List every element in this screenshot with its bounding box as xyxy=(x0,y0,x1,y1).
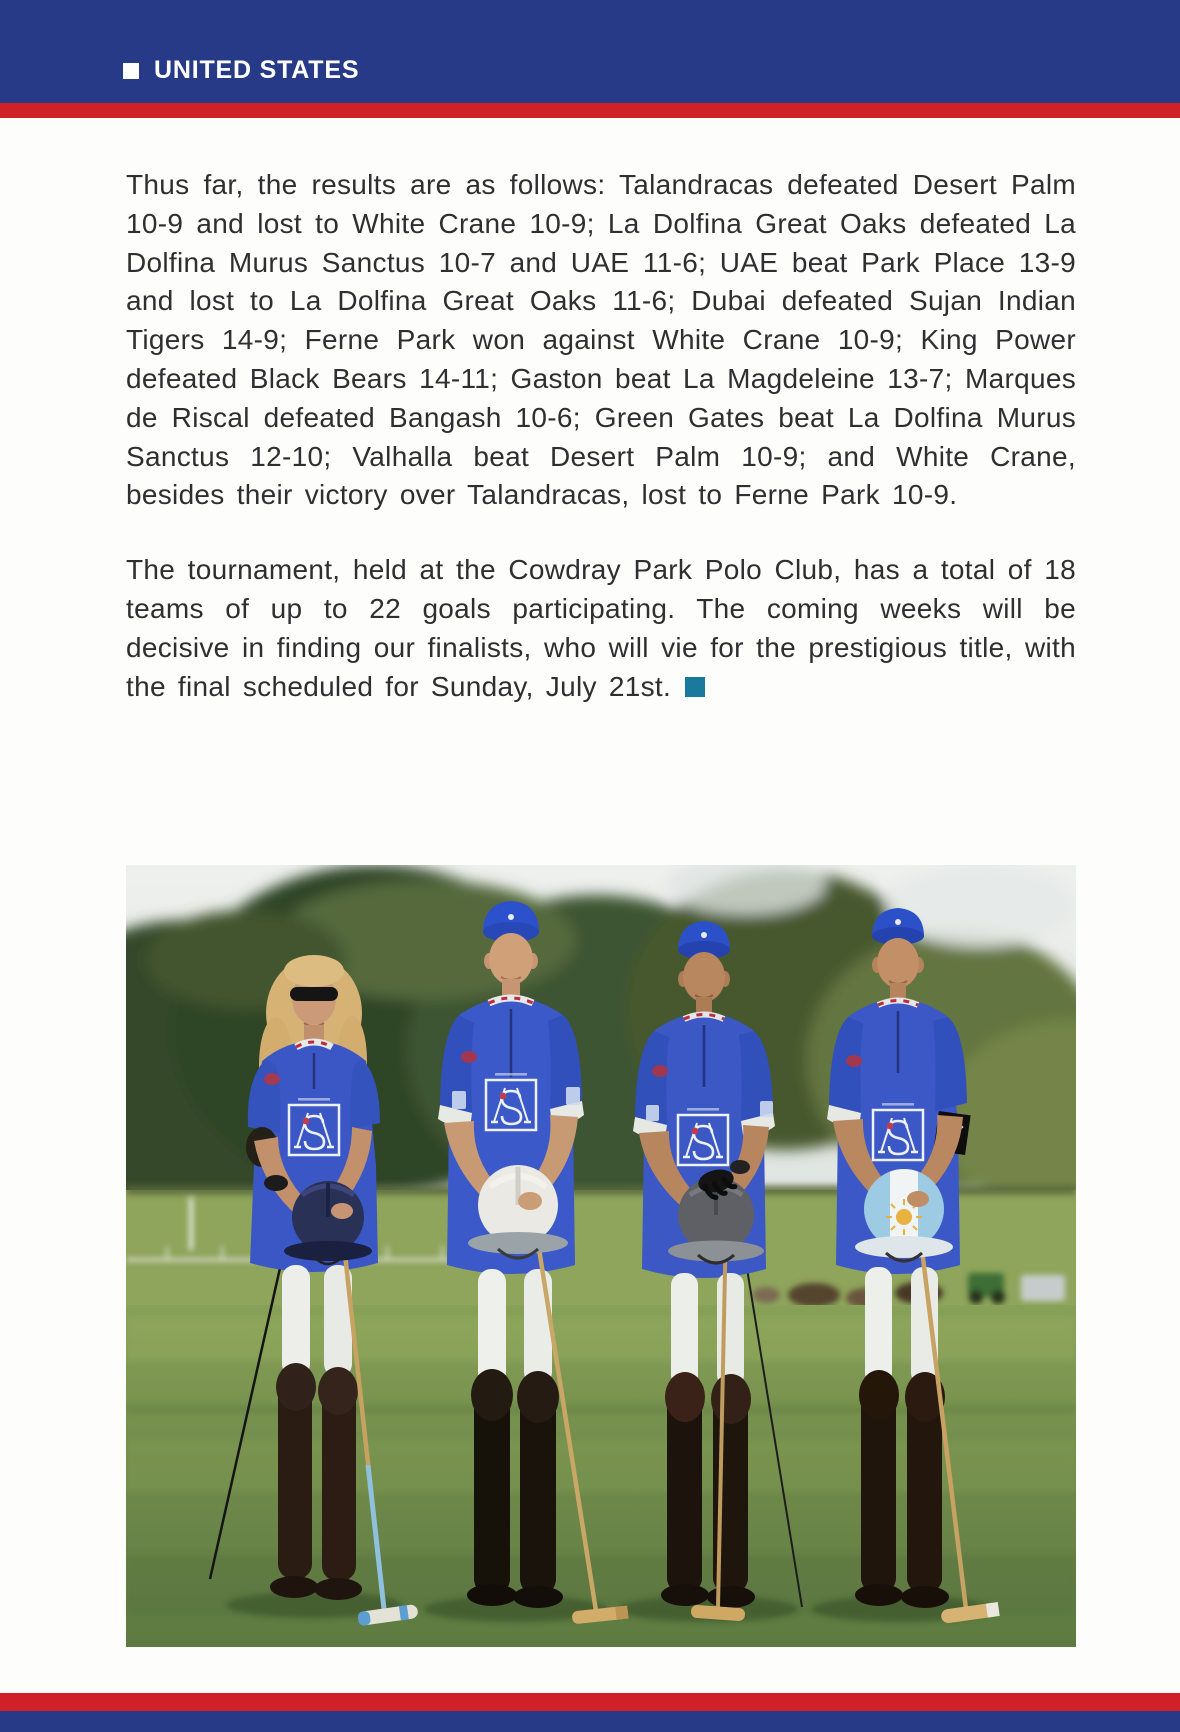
footer-bar xyxy=(0,1711,1180,1732)
end-of-article-mark xyxy=(685,677,705,697)
paragraph-results-text: Thus far, the results are as follows: Talandracas defeated Desert Palm 10-9 and lost to White Crane 10-9; La Dolfina Great Oaks defeated La Dolfina Murus Sanctus 10-7 and UAE 11-6; UAE beat Park Place 13-9 and lost to La Dolfina Great Oaks 11-6; Dubai defeated Sujan Indian Tigers 14-9; Ferne Park won against White Crane 10-9; King Power defeated Black Bears 14-11; Gaston beat La Magdeleine 13-7; Marques de Riscal defeated Bangash 10-6; Green Gates beat La Dolfina Murus Sanctus 12-10; Valhalla beat Desert Palm 10-9; and White Crane, besides their victory over Talandracas, lost to Ferne Park 10-9. xyxy=(126,169,1076,511)
article-body xyxy=(126,166,1076,706)
polo-team-photo xyxy=(126,865,1076,1647)
paragraph-tournament-text: The tournament, held at the Cowdray Park Polo Club, has a total of 18 teams of up to 22 goals participating. The coming weeks will be decisive in finding our finalists, who will vie for the prestigious title, with the final scheduled for Sunday, July 21st. xyxy=(126,554,1076,702)
paragraph-tournament xyxy=(126,551,1076,706)
header-bar xyxy=(0,0,1180,103)
section-label: UNITED STATES xyxy=(154,56,360,84)
footer-red-stripe xyxy=(0,1693,1180,1711)
section-bullet-icon xyxy=(123,63,139,79)
paragraph-results xyxy=(126,166,1076,515)
header-red-stripe xyxy=(0,103,1180,118)
